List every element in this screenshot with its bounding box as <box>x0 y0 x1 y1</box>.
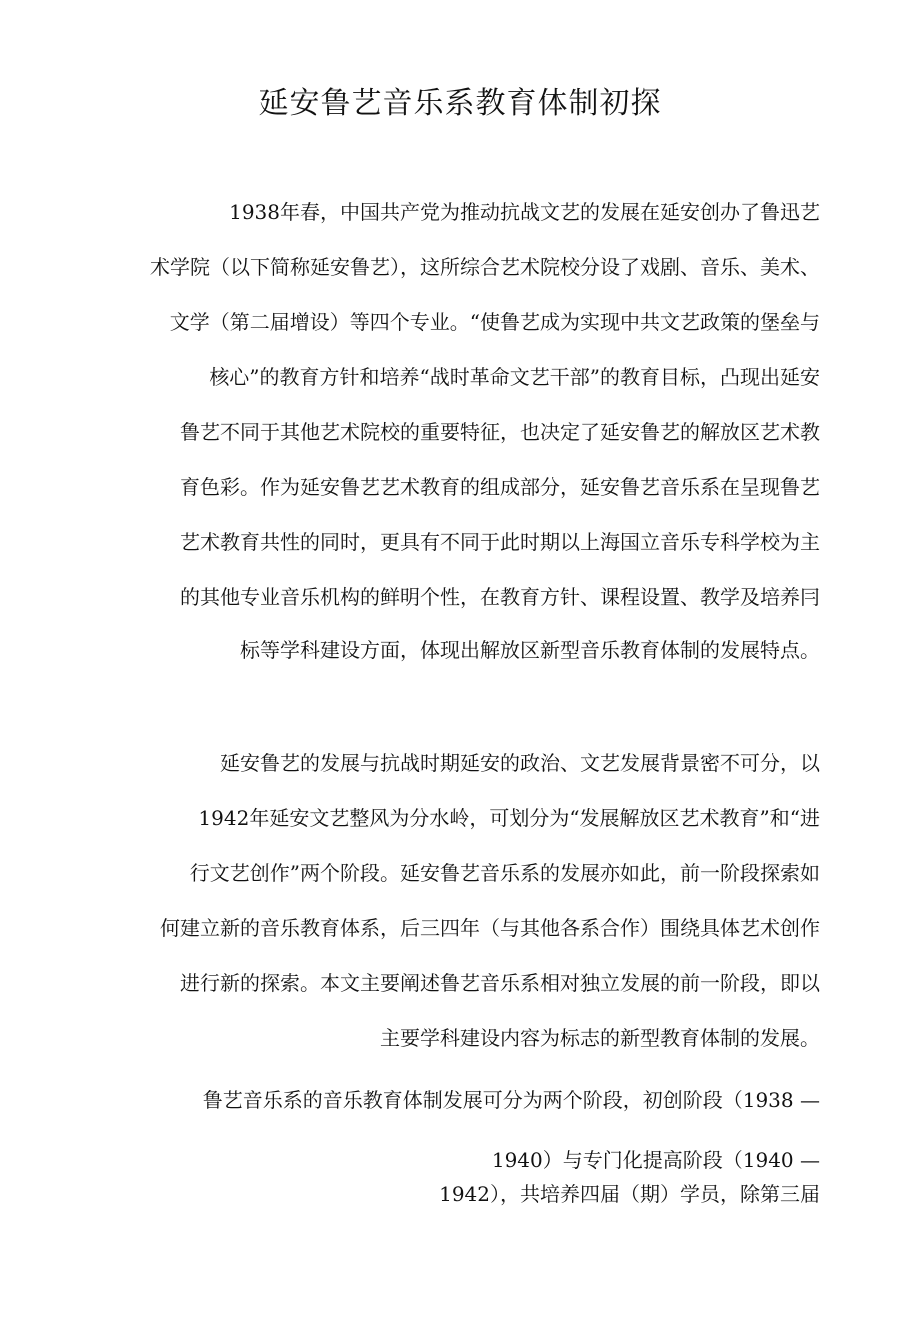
paragraph-1-line-8: 的其他专业音乐机构的鲜明个性，在教育方针、课程设置、教学及培养冃 <box>180 585 820 609</box>
document-title: 延安鲁艺音乐系教育体制初探 <box>258 86 662 121</box>
paragraph-1-line-4: 核心”的教育方针和培养“战时革命文艺干部”的教育目标，凸现出延安 <box>209 365 820 389</box>
paragraph-2-line-1: 延安鲁艺的发展与抗战时期延安的政治、文艺发展背景密不可分，以 <box>220 751 820 775</box>
paragraph-1-line-5: 鲁艺不同于其他艺术院校的重要特征，也决定了延安鲁艺的解放区艺术教 <box>180 420 820 444</box>
paragraph-1-line-3: 文学（第二届增设）等四个专业。“使鲁艺成为实现中共文艺政策的堡垒与 <box>169 310 820 334</box>
paragraph-2-line-5: 进行新的探索。本文主要阐述鲁艺音乐系相对独立发展的前一阶段，即以 <box>180 971 820 995</box>
paragraph-1-line-2: 术学院（以下简称延安鲁艺），这所综合艺术院校分设了戏剧、音乐、美术、 <box>150 255 820 279</box>
paragraph-1-line-7: 艺术教育共性的同时，更具有不同于此时期以上海国立音乐专科学校为主 <box>180 530 820 554</box>
paragraph-2-line-2: 1942年延安文艺整风为分水岭，可划分为“发展解放区艺术教育”和“进 <box>198 806 820 830</box>
paragraph-2-line-3: 行文艺创作”两个阶段。延安鲁艺音乐系的发展亦如此，前一阶段探索如 <box>189 861 820 885</box>
paragraph-1-line-6: 育色彩。作为延安鲁艺艺术教育的组成部分，延安鲁艺音乐系在呈现鲁艺 <box>180 475 820 499</box>
paragraph-3-line-3: 1942），共培养四届（期）学员，除第三届 <box>439 1182 820 1206</box>
paragraph-2-line-6: 主要学科建设内容为标志的新型教育体制的发展。 <box>380 1026 820 1050</box>
paragraph-2-line-4: 何建立新的音乐教育体系，后三四年（与其他各系合作）围绕具体艺术创作 <box>160 916 820 940</box>
paragraph-1-line-1: 1938年春，中国共产党为推动抗战文艺的发展在延安创办了鲁迅艺 <box>229 200 820 224</box>
paragraph-3-line-2: 1940）与专门化提高阶段（1940 — <box>491 1148 820 1172</box>
paragraph-3-line-1: 鲁艺音乐系的音乐教育体制发展可分为两个阶段，初创阶段（1938 — <box>202 1088 820 1112</box>
paragraph-1-line-9: 标等学科建设方面，体现出解放区新型音乐教育体制的发展特点。 <box>240 638 820 662</box>
